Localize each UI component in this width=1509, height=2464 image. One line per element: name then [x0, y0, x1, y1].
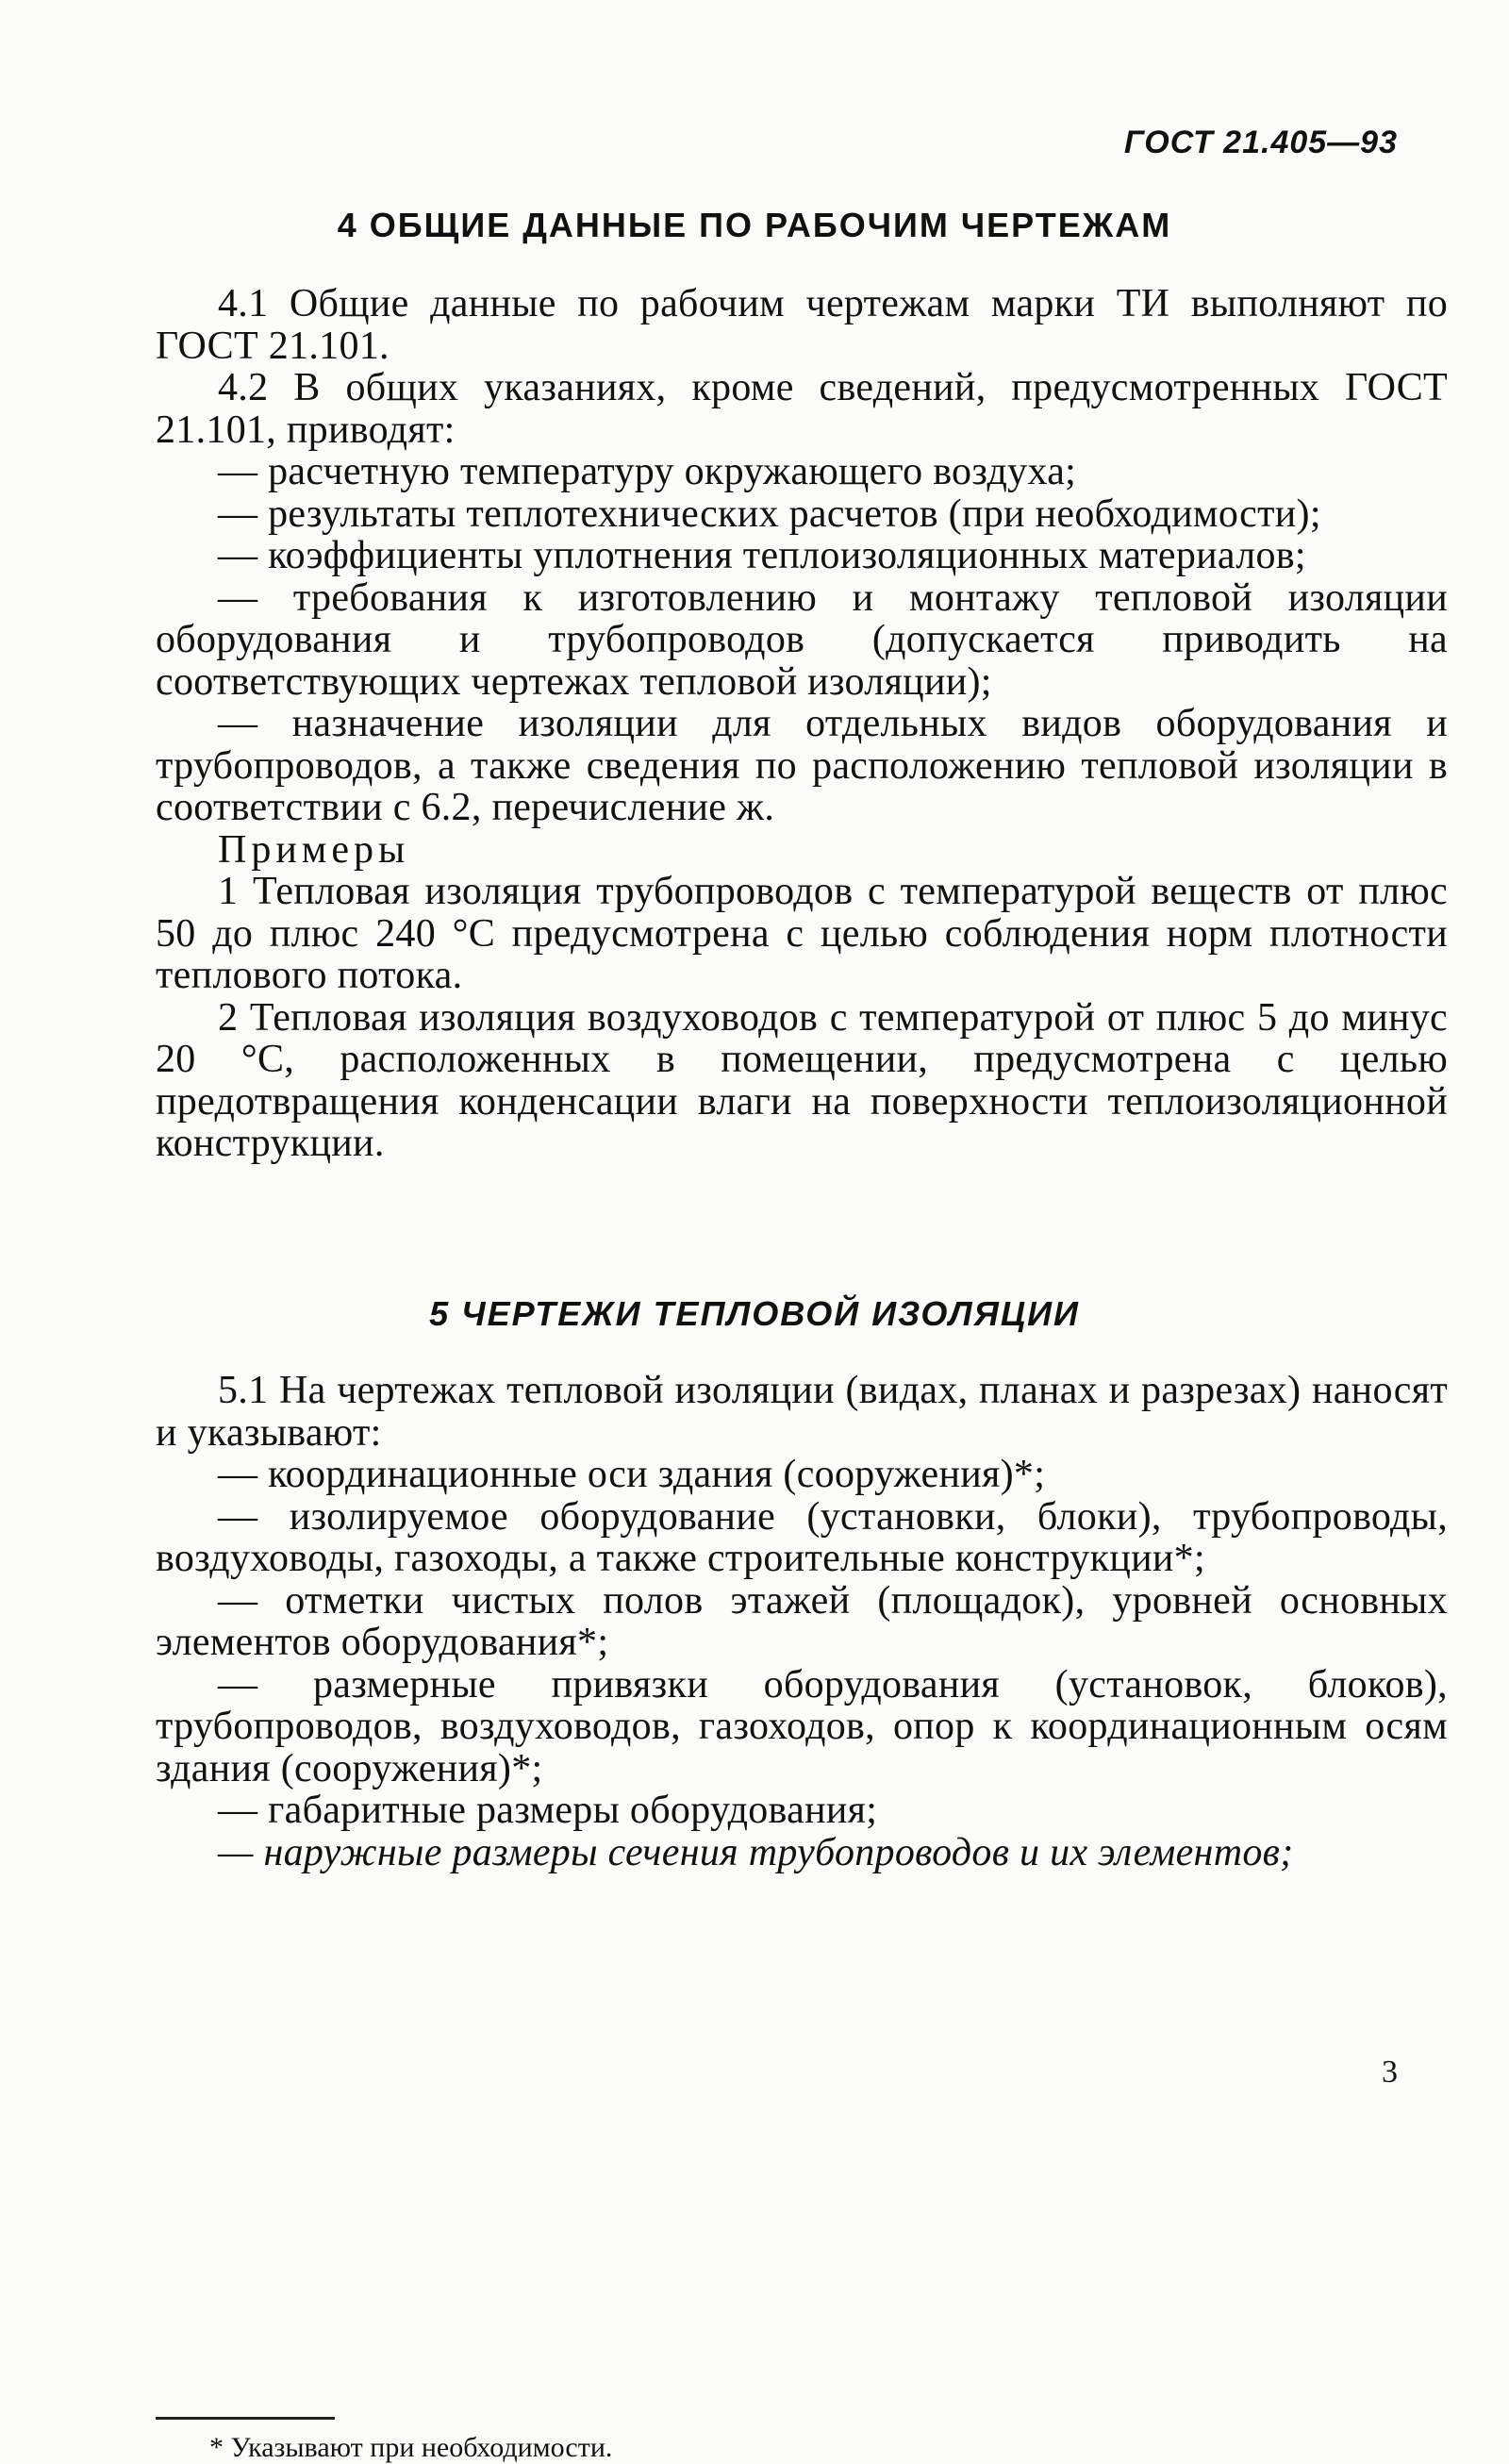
document-header: ГОСТ 21.405—93 [1123, 125, 1398, 160]
example-2: 2 Тепловая изоляция воздуховодов с температурой от плюс 5 до минус 20 °С, расположенных в помещении, предусмотрена с целью предотвращения конденсации влаги на поверхности теплоизоляционной конструкции. [156, 995, 1448, 1165]
example-1: 1 Тепловая изоляция трубопроводов с температурой веществ от плюс 50 до плюс 240 °С предусмотрена с целью соблюдения норм плотности теплового потока. [156, 870, 1448, 997]
footnote-rule [156, 2417, 335, 2420]
paragraph-5-1: 5.1 На чертежах тепловой изоляции (видах, планах и разрезах) наносят и указывают: [156, 1369, 1448, 1455]
list-item: — изолируемое оборудование (установки, блоки), трубопроводы, воздуховоды, газоходы, а также строительные конструкции*; [156, 1494, 1448, 1580]
list-item: — результаты теплотехнических расчетов (при необходимости); [218, 491, 1321, 536]
footnote: * Указывают при необходимости. [209, 2432, 613, 2463]
paragraph-4-1: 4.1 Общие данные по рабочим чертежам марки ТИ выполняют по ГОСТ 21.101. [156, 282, 1448, 368]
section-5-title: 5 ЧЕРТЕЖИ ТЕПЛОВОЙ ИЗОЛЯЦИИ [429, 1294, 1080, 1333]
paragraph-4-2: 4.2 В общих указаниях, кроме сведений, предусмотренных ГОСТ 21.101, приводят: [156, 366, 1448, 452]
list-item: — требования к изготовлению и монтажу тепловой изоляции оборудования и трубопроводов (допускается приводить на соответствующих чертежах тепловой изоляции); [156, 575, 1448, 704]
examples-label: Примеры [218, 827, 410, 872]
list-item: — размерные привязки оборудования (установок, блоков), трубопроводов, воздуховодов, газоходов, опор к координационным осям здания (сооружения)*; [156, 1662, 1448, 1790]
section-4-title: 4 ОБЩИЕ ДАННЫЕ ПО РАБОЧИМ ЧЕРТЕЖАМ [337, 206, 1172, 244]
list-item: — габаритные размеры оборудования; [218, 1789, 878, 1832]
list-item: — отметки чистых полов этажей (площадок), уровней основных элементов оборудования*; [156, 1578, 1448, 1664]
list-item: — коэффициенты уплотнения теплоизоляционных материалов; [218, 534, 1306, 577]
list-item: — координационные оси здания (сооружения)*; [218, 1453, 1046, 1496]
section-5-body [156, 1370, 1448, 1873]
list-item: — расчетную температуру окружающего воздуха; [218, 450, 1077, 493]
page-number: 3 [1382, 2055, 1398, 2089]
section-4-body [156, 283, 1448, 1165]
list-item: — назначение изоляции для отдельных видов оборудования и трубопроводов, а также сведения по расположению тепловой изоляции в соответствии с 6.2, перечисление ж. [156, 702, 1448, 829]
list-item: — наружные размеры сечения трубопроводов и их элементов; [218, 1830, 1294, 1874]
